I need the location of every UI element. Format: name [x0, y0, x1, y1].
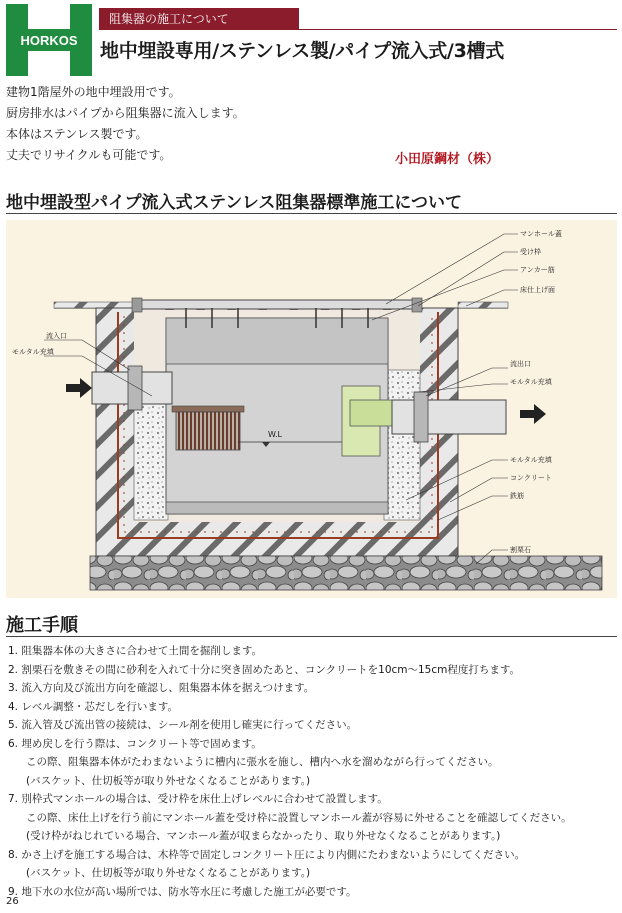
label-mortar-left: モルタル充填 [12, 348, 54, 356]
label-anchor: アンカー筋 [520, 266, 555, 274]
label-gravel: 割栗石 [510, 546, 531, 554]
label-inlet: 流入口 [46, 332, 67, 340]
frame-right [412, 298, 422, 312]
installation-diagram [6, 220, 617, 598]
label-rebar: 鉄筋 [510, 492, 524, 500]
basket-grille [176, 412, 240, 450]
procedure-step: 2. 割栗石を敷きその間に砂利を入れて十分に突き固めたあと、コンクリートを10cm～15cm程度打ちます。 [8, 663, 521, 676]
intro-line: 厨房排水はパイプから阻集器に流入します。 [6, 106, 245, 120]
procedure-step: 4. レベル調整・芯だしを行います。 [8, 700, 179, 713]
manhole-cover [134, 300, 420, 309]
outlet-elbow [350, 400, 392, 426]
label-outlet: 流出口 [510, 360, 531, 368]
procedure-step: 6. 埋め戻しを行う際は、コンクリート等で固めます。 [8, 737, 262, 750]
section-title: 地中埋設型パイプ流入式ステンレス阻集器標準施工について [6, 193, 463, 213]
procedure-steps [8, 642, 618, 901]
floor-slab-right [458, 302, 508, 308]
category-label: 阻集器の施工について [99, 8, 299, 30]
manufacturer-name: 小田原鋼材（株） [395, 152, 500, 167]
horkos-logo [4, 4, 94, 76]
gravel-layer [90, 556, 602, 590]
procedure-step-note: (バスケット、仕切板等が取り外せなくなることがあります。) [26, 867, 311, 879]
procedure-step-note: この際、阻集器本体がたわまないように槽内に張水を施し、槽内へ水を溜めながら行ってください。 [26, 756, 499, 768]
tank-upper [166, 318, 388, 364]
procedure-step: 3. 流入方向及び流出方向を確認し、阻集器本体を据えつけます。 [8, 682, 315, 694]
procedure-step: 9. 地下水の水位が高い場所では、防水等水圧に考慮した施工が必要です。 [8, 885, 357, 898]
procedure-step: 8. かさ上げを施工する場合は、木枠等で固定しコンクリート圧により内側にたわまないようにしてください。 [8, 848, 526, 861]
page-number: 26 [6, 896, 19, 907]
label-mortar-right2: モルタル充填 [510, 456, 552, 464]
intro-line: 本体はステンレス製です。 [6, 127, 148, 141]
procedure-title: 施工手順 [6, 615, 78, 636]
tank-lower [166, 502, 388, 514]
frame-left [132, 298, 142, 312]
label-manhole-cover: マンホール蓋 [520, 230, 562, 238]
section-rule [6, 213, 617, 214]
procedure-step-note: (バスケット、仕切板等が取り外せなくなることがあります。) [26, 774, 311, 787]
procedure-rule [6, 636, 617, 637]
outlet-pipe [392, 400, 506, 434]
intro-text [6, 82, 245, 166]
procedure-step-note: (受け枠がねじれている場合、マンホール蓋が収まらなかったり、取り外せなくなることがあります。) [26, 830, 501, 842]
water-level-label: W.L [268, 430, 282, 439]
procedure-step: 7. 別枠式マンホールの場合は、受け枠を床仕上げレベルに合わせて設置します。 [8, 793, 388, 805]
floor-slab-left [54, 302, 134, 308]
basket-frame [172, 406, 244, 412]
page-title: 地中埋設専用/ステンレス製/パイプ流入式/3槽式 [100, 40, 504, 62]
outlet-collar [414, 392, 428, 442]
svg-text:HORKOS: HORKOS [20, 33, 78, 48]
intro-line: 丈夫でリサイクルも可能です。 [6, 148, 172, 162]
inlet-collar [128, 366, 142, 410]
label-floor-finish: 床仕上げ面 [520, 286, 555, 294]
label-frame: 受け枠 [520, 248, 541, 256]
category-underline [299, 29, 617, 30]
procedure-step-note: この際、床仕上げを行う前にマンホール蓋を受け枠に設置しマンホール蓋が容易に外せることを確認してください。 [26, 811, 572, 824]
procedure-step: 1. 阻集器本体の大きさに合わせて土間を掘削します。 [8, 645, 263, 657]
label-mortar-right1: モルタル充填 [510, 378, 552, 386]
procedure-step: 5. 流入管及び流出管の接続は、シール剤を使用し確実に行ってください。 [8, 719, 358, 731]
label-concrete: コンクリート [510, 474, 552, 482]
intro-line: 建物1階屋外の地中埋設用です。 [6, 85, 181, 99]
